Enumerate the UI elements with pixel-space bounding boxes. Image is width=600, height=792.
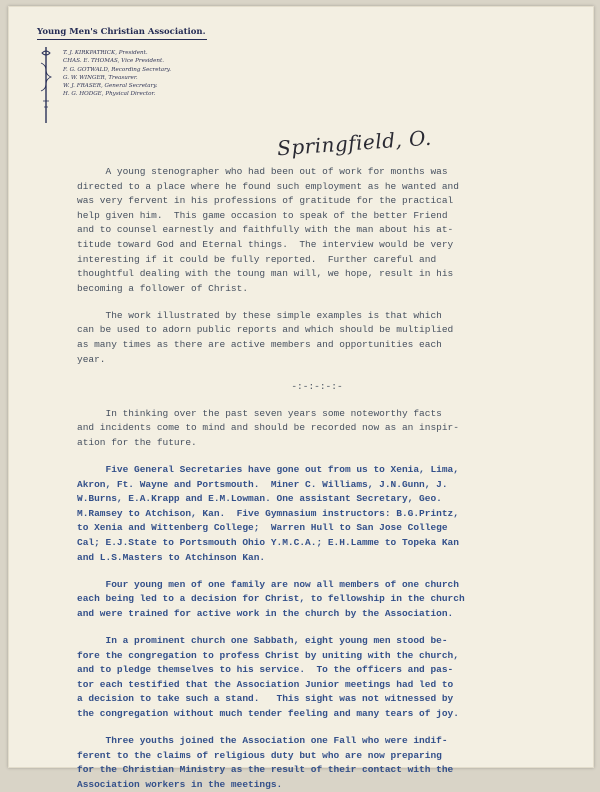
text-line: and to counsel earnestly and faithfully with the man about his at- (77, 224, 454, 236)
text-line: M.Ramsey to Atchison, Kan. Five Gymnasium instructors: B.G.Printz, (77, 507, 459, 519)
paragraph-gap (77, 565, 557, 578)
text-line: Cal; E.J.State to Portsmouth Ohio Y.M.C.A.; E.H.Lamme to Topeka Kan (77, 537, 459, 549)
paragraph (77, 634, 557, 722)
text-line: year. (77, 353, 106, 365)
organization-name: Young Men's Christian Association. (37, 27, 207, 40)
text-line: a decision to take such a stand. This sight was not witnessed by (77, 693, 454, 705)
officer-line: W. J. FRASER, General Secretary. (63, 83, 158, 90)
text-line: In thinking over the past seven years some noteworthy facts (77, 407, 442, 419)
paragraph (77, 309, 557, 367)
text-line: The work illustrated by these simple examples is that which (77, 309, 442, 321)
text-line: thoughtful dealing with the toung man will, we hope, result in his (77, 268, 454, 280)
text-line: Five General Secretaries have gone out from us to Xenia, Lima, (77, 464, 459, 476)
staff-emblem-icon (40, 45, 52, 125)
letter-body (77, 165, 557, 792)
paragraph-gap (77, 367, 557, 380)
text-line: A young stenographer who had been out of work for months was (77, 166, 448, 177)
text-line: tor each testified that the Association Junior meetings had led to (77, 678, 454, 690)
paragraph-gap (77, 622, 557, 635)
text-line: ferent to the claims of religious duty but who are now preparing (77, 749, 442, 761)
text-line: can be used to adorn public reports and which should be multiplied (77, 324, 454, 336)
text-line: for the Christian Ministry as the result of their contact with the (77, 764, 454, 776)
text-line: titude toward God and Eternal things. The interview would be very (77, 238, 454, 250)
officer-line: CHAS. E. THOMAS, Vice President. (63, 58, 165, 65)
text-line: and to pledge themselves to his service. To the officers and pas- (77, 664, 454, 676)
paragraph-gap (77, 451, 557, 464)
text-line: Akron, Ft. Wayne and Portsmouth. Miner C. Williams, J.N.Gunn, J. (77, 478, 448, 490)
paragraph (77, 578, 557, 622)
text-line: and L.S.Masters to Atchinson Kan. (77, 551, 266, 563)
text-line: Three youths joined the Association one Fall who were indif- (77, 735, 448, 747)
section-separator (77, 380, 557, 395)
text-line: was very fervent in his professions of gratitude for the practical (77, 195, 454, 207)
text-line: and were trained for active work in the church by the Association. (77, 607, 454, 619)
paragraph-gap (77, 296, 557, 309)
text-line: as many times as there are active members and opportunities each (77, 339, 442, 351)
paragraph (77, 734, 557, 792)
text-line: In a prominent church one Sabbath, eight young men stood be- (77, 635, 448, 647)
text-line: -:-:-:-:- (291, 380, 343, 392)
text-line: the congregation without much tender feeling and many tears of joy. (77, 708, 459, 719)
officer-line: G. W. WINGER, Treasurer. (63, 74, 138, 81)
officers-list (63, 49, 171, 99)
officer-line: H. G. HODGE, Physical Director. (63, 91, 156, 98)
paragraph (77, 165, 557, 296)
text-line: ation for the future. (77, 437, 197, 448)
text-line: Association workers in the meetings. (77, 778, 283, 790)
officer-line: T. J. KIRKPATRICK, President. (63, 50, 148, 56)
paragraph-gap (77, 722, 557, 735)
text-line: to Xenia and Wittenberg College; Warren Hull to San Jose College (77, 522, 448, 534)
text-line: fore the congregation to profess Christ by uniting with the church, (77, 649, 459, 661)
officer-line: F. G. GOTWALD, Recording Secretary. (63, 66, 171, 73)
letter-page (8, 6, 594, 790)
text-line: W.Burns, E.A.Krapp and E.M.Lowman. One assistant Secretary, Geo. (77, 493, 442, 505)
text-line: directed to a place where he found such employment as he wanted and (77, 180, 459, 192)
text-line: interesting if it could be fully reported. Further careful and (77, 253, 437, 265)
text-line: becoming a follower of Christ. (77, 282, 249, 294)
text-line: Four young men of one family are now all members of one church (77, 578, 459, 590)
paragraph (77, 463, 557, 565)
text-line: and incidents come to mind and should be recorded now as an inspir- (77, 422, 459, 434)
paragraph-gap (77, 394, 557, 407)
city-heading: Springfield, O. (276, 125, 433, 161)
paragraph (77, 407, 557, 451)
text-line: each being led to a decision for Christ, to fellowship in the church (77, 593, 465, 605)
text-line: help given him. This game occasion to speak of the better Friend (77, 209, 448, 221)
